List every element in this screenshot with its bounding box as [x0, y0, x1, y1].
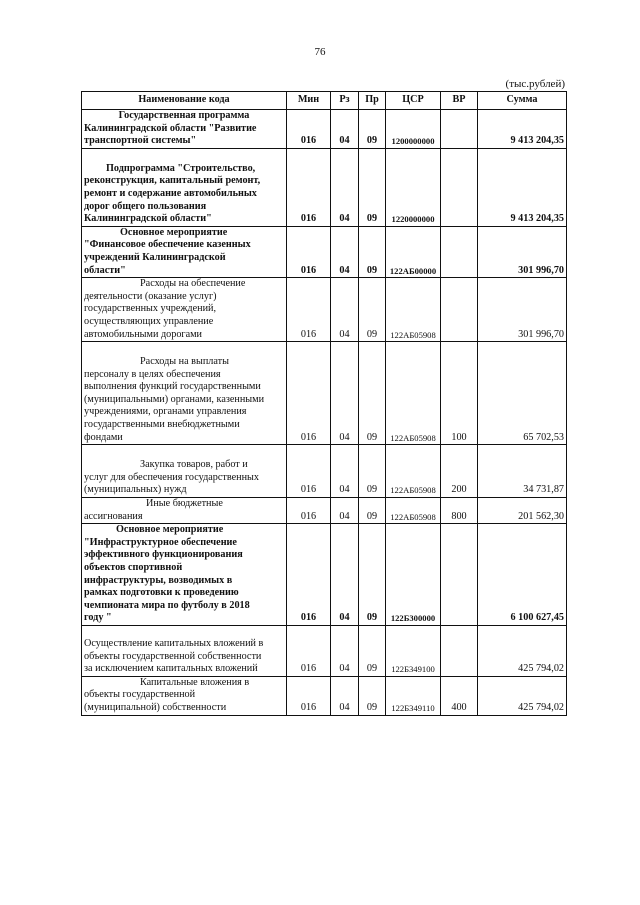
- cell-rz: 04: [331, 445, 359, 498]
- name-line: ремонт и содержание автомобильных: [84, 187, 257, 199]
- cell-min: 016: [287, 148, 331, 226]
- cell-pr: 09: [359, 278, 386, 342]
- cell-sum: 201 562,30: [478, 498, 567, 524]
- name-line: Подпрограмма "Строительство,: [106, 162, 256, 174]
- name-line: осуществляющих управление: [84, 315, 214, 327]
- name-line: объекты государственной собственности: [84, 650, 262, 662]
- cell-min: 016: [287, 676, 331, 715]
- row-name: [82, 498, 287, 524]
- name-line: Иные бюджетные: [146, 498, 223, 510]
- name-line: Расходы на выплаты: [140, 356, 229, 368]
- name-line: дорог общего пользования: [84, 200, 207, 212]
- name-line: учреждениями, органами управления: [84, 406, 247, 418]
- cell-min: 016: [287, 524, 331, 626]
- header-pr: Пр: [359, 92, 386, 110]
- header-min: Мин: [287, 92, 331, 110]
- table-row: [82, 226, 567, 277]
- name-line: Осуществление капитальных вложений в: [84, 637, 264, 649]
- cell-vr: [441, 148, 478, 226]
- name-line: ассигнования: [84, 510, 143, 522]
- cell-vr: [441, 625, 478, 676]
- cell-vr: [441, 524, 478, 626]
- cell-vr: 400: [441, 676, 478, 715]
- cell-sum: 9 413 204,35: [478, 110, 567, 149]
- cell-csr: 122АБ05908: [386, 445, 441, 498]
- name-line: (муниципальной) собственности: [84, 701, 227, 713]
- name-line: рамках подготовки к проведению: [84, 587, 239, 599]
- row-name: [82, 226, 287, 277]
- cell-pr: 09: [359, 148, 386, 226]
- name-line: году ": [84, 612, 112, 624]
- name-line: области": [84, 264, 126, 276]
- name-line: "Инфраструктурное обеспечение: [84, 536, 237, 548]
- name-line: Государственная программа: [118, 110, 250, 121]
- header-sum: Сумма: [478, 92, 567, 110]
- cell-csr: 1200000000: [386, 110, 441, 149]
- cell-csr: 122Б349110: [386, 676, 441, 715]
- name-line: деятельности (оказание услуг): [84, 290, 217, 302]
- cell-pr: 09: [359, 524, 386, 626]
- table-row: [82, 524, 567, 626]
- row-name: [82, 342, 287, 445]
- cell-pr: 09: [359, 226, 386, 277]
- cell-vr: [441, 110, 478, 149]
- name-line: чемпионата мира по футболу в 2018: [84, 599, 250, 611]
- cell-rz: 04: [331, 148, 359, 226]
- name-line: транспортной системы": [84, 135, 197, 147]
- header-name: Наименование кода: [82, 92, 287, 110]
- cell-rz: 04: [331, 524, 359, 626]
- cell-sum: 425 794,02: [478, 676, 567, 715]
- name-line: Калининградской области "Развитие: [84, 122, 257, 134]
- cell-min: 016: [287, 445, 331, 498]
- row-name: [82, 110, 287, 149]
- name-line: объектов спортивной: [84, 562, 183, 573]
- name-line: персоналу в целях обеспечения: [84, 368, 221, 380]
- budget-table: [81, 91, 567, 716]
- row-name: [82, 676, 287, 715]
- cell-pr: 09: [359, 625, 386, 676]
- name-line: учреждений Калининградской: [84, 251, 226, 263]
- table-row: [82, 498, 567, 524]
- cell-csr: 122АБ05908: [386, 342, 441, 445]
- table-row: [82, 110, 567, 149]
- cell-csr: 122АБ00000: [386, 226, 441, 277]
- table-row: [82, 445, 567, 498]
- cell-min: 016: [287, 498, 331, 524]
- cell-pr: 09: [359, 342, 386, 445]
- header-csr: ЦСР: [386, 92, 441, 110]
- cell-pr: 09: [359, 676, 386, 715]
- cell-rz: 04: [331, 278, 359, 342]
- header-rz: Рз: [331, 92, 359, 110]
- name-line: Основное мероприятие: [120, 226, 228, 238]
- cell-rz: 04: [331, 342, 359, 445]
- cell-min: 016: [287, 278, 331, 342]
- cell-vr: 800: [441, 498, 478, 524]
- cell-vr: 200: [441, 445, 478, 498]
- cell-sum: 301 996,70: [478, 226, 567, 277]
- cell-pr: 09: [359, 498, 386, 524]
- cell-sum: 425 794,02: [478, 625, 567, 676]
- name-line: государственными внебюджетными: [84, 419, 240, 431]
- cell-sum: 6 100 627,45: [478, 524, 567, 626]
- name-line: инфраструктуры, возводимых в: [84, 574, 233, 586]
- row-name: [82, 278, 287, 342]
- name-line: автомобильными дорогами: [84, 328, 203, 340]
- cell-min: 016: [287, 625, 331, 676]
- table-row: [82, 278, 567, 342]
- name-line: выполнения функций государственными: [84, 381, 261, 393]
- cell-sum: 301 996,70: [478, 278, 567, 342]
- cell-rz: 04: [331, 625, 359, 676]
- page-number: 76: [314, 46, 326, 58]
- cell-rz: 04: [331, 498, 359, 524]
- table-header-row: [82, 92, 567, 110]
- table-row: [82, 148, 567, 226]
- name-line: эффективного функционирования: [84, 549, 243, 561]
- name-line: (муниципальных) нужд: [84, 484, 187, 496]
- cell-min: 016: [287, 110, 331, 149]
- cell-csr: 122АБ05908: [386, 278, 441, 342]
- name-line: объекты государственной: [84, 689, 196, 701]
- units-label: (тыс.рублей): [505, 78, 565, 90]
- cell-vr: [441, 278, 478, 342]
- cell-vr: 100: [441, 342, 478, 445]
- cell-pr: 09: [359, 110, 386, 149]
- cell-min: 016: [287, 226, 331, 277]
- table-row: [82, 676, 567, 715]
- cell-sum: 34 731,87: [478, 445, 567, 498]
- row-name: [82, 625, 287, 676]
- name-line: реконструкция, капитальный ремонт,: [84, 175, 261, 187]
- name-line: Закупка товаров, работ и: [140, 459, 248, 471]
- name-line: услуг для обеспечения государственных: [84, 471, 259, 483]
- cell-rz: 04: [331, 226, 359, 277]
- cell-pr: 09: [359, 445, 386, 498]
- cell-rz: 04: [331, 110, 359, 149]
- name-line: государственных учреждений,: [84, 303, 217, 315]
- cell-min: 016: [287, 342, 331, 445]
- cell-sum: 9 413 204,35: [478, 148, 567, 226]
- row-name: [82, 445, 287, 498]
- cell-csr: 122Б300000: [386, 524, 441, 626]
- table-row: [82, 625, 567, 676]
- name-line: Расходы на обеспечение: [140, 278, 246, 290]
- cell-csr: 1220000000: [386, 148, 441, 226]
- cell-vr: [441, 226, 478, 277]
- cell-sum: 65 702,53: [478, 342, 567, 445]
- name-line: за исключением капитальных вложений: [84, 663, 258, 675]
- row-name: [82, 524, 287, 626]
- name-line: Основное мероприятие: [116, 524, 224, 536]
- name-line: (муниципальными) органами, казенными: [84, 393, 265, 405]
- cell-csr: 122АБ05908: [386, 498, 441, 524]
- header-vr: ВР: [441, 92, 478, 110]
- row-name: [82, 148, 287, 226]
- name-line: фондами: [84, 431, 123, 443]
- cell-csr: 122Б349100: [386, 625, 441, 676]
- name-line: Калининградской области": [84, 213, 212, 225]
- cell-rz: 04: [331, 676, 359, 715]
- name-line: Капитальные вложения в: [140, 676, 250, 688]
- name-line: "Финансовое обеспечение казенных: [84, 239, 251, 251]
- table-row: [82, 342, 567, 445]
